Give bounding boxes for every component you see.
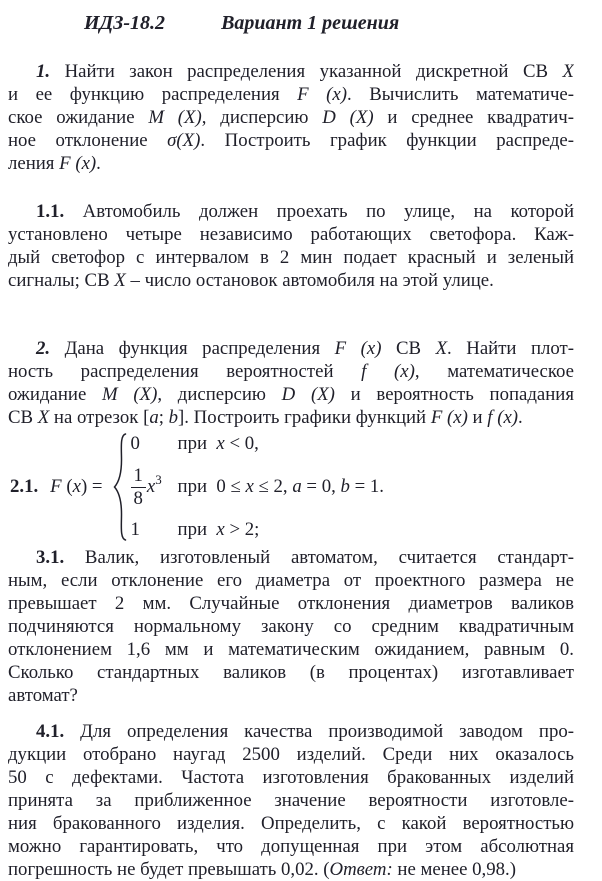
text-line (8, 406, 574, 429)
text-line (8, 661, 574, 684)
text-segment: ным, если отклонение его диаметра от проектного размера не (8, 570, 574, 591)
text-segment: x (245, 476, 254, 497)
fraction-denominator: 8 (133, 487, 143, 509)
text-segment: . Найти плот- (447, 338, 574, 359)
text-line (8, 106, 574, 129)
text-segment: не менее 0,98.) (392, 859, 516, 880)
text-segment: Автомобиль должен проехать по улице, на которой (64, 201, 574, 222)
problem-2 (8, 337, 574, 429)
text-segment: на отрезок [ (49, 407, 150, 428)
problem-3-1 (8, 546, 574, 707)
text-segment: a (292, 476, 302, 497)
text-segment: , дисперсию (157, 384, 282, 405)
text-segment: дый светофор с интервалом в 2 мин подает красный и зеленый (8, 247, 574, 268)
formula-cases (131, 433, 384, 541)
page-title (84, 12, 574, 36)
text-segment: 3.1. (36, 547, 65, 568)
text-segment: f (x) (487, 407, 519, 428)
text-line (8, 743, 574, 766)
text-segment: , математическое (414, 361, 574, 382)
text-line (8, 766, 574, 789)
text-segment: F (50, 476, 62, 497)
text-segment: a (149, 407, 159, 428)
text-segment: . Построить график функции распреде- (200, 130, 574, 151)
text-segment: и ее функцию распределения (8, 84, 298, 105)
case-condition (178, 476, 384, 498)
text-line (8, 269, 574, 292)
text-line (8, 615, 574, 638)
text-segment: x (216, 433, 225, 454)
text-segment: ность распределения вероятностей (8, 361, 362, 382)
text-segment: 50 с дефектами. Частота изготовления бракованных изделий (8, 767, 574, 788)
problem-1-1 (8, 200, 574, 292)
text-segment: f (x) (361, 361, 415, 382)
case-condition (178, 519, 260, 541)
text-segment: ления (8, 153, 60, 174)
text-segment: F (x) (297, 84, 348, 105)
case-value (131, 519, 178, 541)
text-segment: дукции отобрано наугад 2500 изделий. Среди них оказалось (8, 744, 574, 765)
text-line (8, 83, 574, 106)
text-segment: ]. Построить графики функций (178, 407, 431, 428)
text-segment: автомат? (8, 685, 78, 706)
text-segment: при (177, 433, 217, 454)
text-segment: ) (80, 476, 88, 497)
text-segment: установлено четыре независимо работающих светофора. Каж- (8, 224, 574, 245)
text-line (8, 246, 574, 269)
problem-1 (8, 60, 574, 175)
text-segment: превышает 2 мм. Случайные отклонения диаметров валиков (8, 593, 574, 614)
formula-case-row (131, 433, 384, 455)
text-segment: . (96, 153, 101, 174)
formula-case-row (131, 519, 384, 541)
text-line (8, 546, 574, 569)
text-segment: Валик, изготовленый автоматом, считается стандарт- (64, 547, 574, 568)
text-segment: ния бракованного изделия. Определить, с какой вероятностью (8, 813, 574, 834)
text-segment: ное отклонение (8, 130, 168, 151)
text-segment: 1 (130, 519, 140, 540)
text-segment: сигналы; СВ (8, 270, 115, 291)
text-segment: X (114, 270, 126, 291)
text-line (8, 720, 574, 743)
text-segment: отклонением 1,6 мм и математическим ожиданием, равным 0. (8, 639, 574, 660)
fraction (131, 466, 146, 509)
text-segment: 0 (130, 433, 140, 454)
text-segment: и вероятность попадания (334, 384, 574, 405)
text-line (8, 383, 574, 406)
text-segment: погрешность не будет превышать 0,02. ( (8, 859, 330, 880)
text-segment: СВ (8, 407, 38, 428)
text-segment: принята за приближенное значение вероятности изготовле- (8, 790, 574, 811)
text-segment: X (562, 61, 574, 82)
formula-2-1 (10, 431, 574, 543)
fraction-numerator: 1 (131, 466, 146, 488)
curly-brace-icon (112, 432, 127, 542)
variant-title: Вариант 1 решения (221, 12, 400, 34)
formula-lhs (50, 476, 102, 498)
text-segment: M (X) (148, 107, 202, 128)
text-segment: и среднее квадратич- (373, 107, 574, 128)
case-value: $\frac{1}{8}$ x 3 (131, 466, 178, 509)
text-line (8, 789, 574, 812)
text-segment: ; (158, 407, 169, 428)
text-line (8, 360, 574, 383)
text-segment: 1. (36, 61, 51, 82)
text-line (8, 60, 574, 83)
text-line (8, 684, 574, 707)
text-segment: X (435, 338, 448, 359)
text-segment: < 0, (224, 433, 259, 454)
text-segment: . Вычислить математиче- (347, 84, 574, 105)
text-segment: = 0, (301, 476, 341, 497)
text-segment: Дана функция распределения (50, 338, 335, 359)
text-segment: Сколько стандартных валиков (в процентах) изготавливает (8, 662, 574, 683)
text-segment: и (467, 407, 488, 428)
formula-label: 2.1. (10, 476, 39, 497)
text-segment: . (518, 407, 523, 428)
text-line (8, 638, 574, 661)
text-segment: D (X) (281, 384, 335, 405)
text-segment: F (x) (430, 407, 468, 428)
text-segment: СВ (381, 338, 436, 359)
text-segment: подчиняются нормальному закону со средним квадратичным (8, 616, 574, 637)
text-segment: > 2; (224, 519, 260, 540)
text-segment: при (177, 476, 217, 497)
formula-case-row (131, 458, 384, 516)
text-segment: b (340, 476, 350, 497)
text-line (8, 835, 574, 858)
text-segment: Ответ: (329, 859, 393, 880)
text-segment: D (X) (322, 107, 374, 128)
text-line (8, 129, 574, 152)
text-line (8, 812, 574, 835)
text-segment: 0 ≤ (216, 476, 246, 497)
text-segment: x (216, 519, 225, 540)
text-segment: Для определения качества производимой заводом про- (64, 721, 574, 742)
text-segment: F (x) (334, 338, 382, 359)
text-segment: X (37, 407, 50, 428)
text-segment: σ(X) (167, 130, 201, 151)
text-line (8, 592, 574, 615)
text-segment: M (X) (102, 384, 158, 405)
variable: x (146, 476, 156, 497)
text-segment: ≤ 2, (253, 476, 293, 497)
text-line (8, 337, 574, 360)
course-code: ИДЗ-18.2 (84, 12, 166, 34)
problem-4-1 (8, 720, 574, 881)
case-value (131, 433, 178, 455)
text-segment: x (72, 476, 81, 497)
text-segment: 1.1. (36, 201, 65, 222)
text-line (8, 152, 574, 175)
text-segment: F (x) (59, 153, 97, 174)
text-segment: 2. (36, 338, 51, 359)
text-line (8, 223, 574, 246)
text-segment: ожидание (8, 384, 103, 405)
text-segment: , дисперсию (201, 107, 323, 128)
text-line (8, 569, 574, 592)
text-segment: – число остановок автомобиля на этой улице. (125, 270, 494, 291)
text-segment: = 1. (349, 476, 384, 497)
text-line (8, 200, 574, 223)
text-segment: Найти закон распределения указанной дискретной СВ (50, 61, 563, 82)
text-segment: при (177, 519, 217, 540)
text-segment: можно гарантировать, что допущенная при этом абсолютная (8, 836, 574, 857)
case-condition (178, 433, 259, 455)
text-segment: ское ожидание (8, 107, 149, 128)
text-segment: 4.1. (36, 721, 65, 742)
text-segment: b (168, 407, 179, 428)
text-segment: = (87, 476, 103, 497)
text-segment: ( (61, 476, 73, 497)
